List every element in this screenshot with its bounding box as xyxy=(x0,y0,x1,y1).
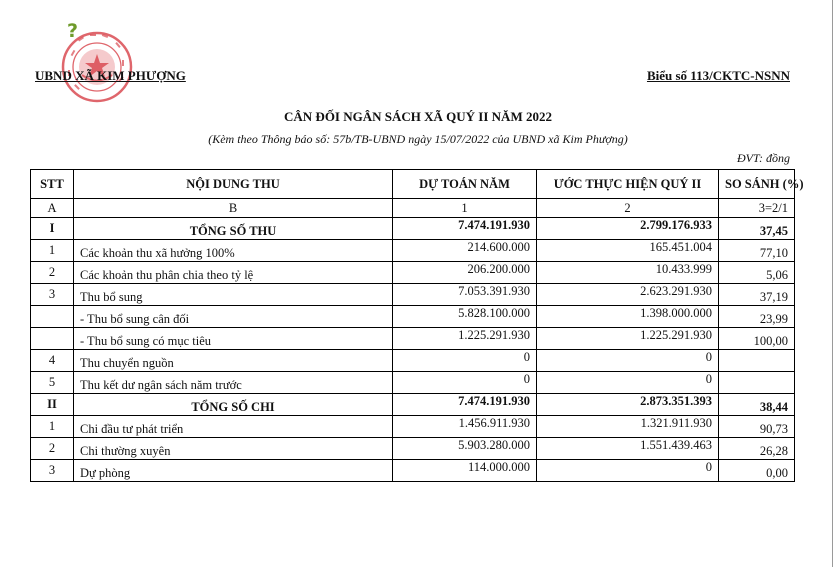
row-stt-cell: I xyxy=(31,218,74,240)
row-estimate-cell: 214.600.000 xyxy=(393,240,537,262)
unit-label: ĐVT: đồng xyxy=(736,151,790,165)
table-row xyxy=(31,328,795,350)
budget-table xyxy=(30,169,804,482)
code-cell: 1 xyxy=(393,199,537,218)
row-estimate-cell: 206.200.000 xyxy=(393,262,537,284)
row-stt-cell: 1 xyxy=(31,416,74,438)
row-actual-cell: 0 xyxy=(537,372,719,394)
row-ratio-cell: 38,44 xyxy=(719,394,795,416)
column-header-stt: STT xyxy=(31,170,74,199)
table-row xyxy=(31,284,795,306)
row-content-cell: Thu bổ sung xyxy=(74,284,393,306)
row-estimate-cell: 0 xyxy=(393,350,537,372)
column-header-estimate: DỰ TOÁN NĂM xyxy=(393,170,537,199)
row-actual-cell: 1.225.291.930 xyxy=(537,328,719,350)
row-content-cell: Các khoản thu phân chia theo tỷ lệ xyxy=(74,262,393,284)
official-seal-icon xyxy=(60,30,134,104)
row-stt-cell: II xyxy=(31,394,74,416)
row-stt-cell: 5 xyxy=(31,372,74,394)
row-stt-cell: 3 xyxy=(31,460,74,482)
code-cell: 3=2/1 xyxy=(719,199,795,218)
row-ratio-cell: 77,10 xyxy=(719,240,795,262)
row-ratio-cell: 90,73 xyxy=(719,416,795,438)
code-cell: 2 xyxy=(537,199,719,218)
row-estimate-cell: 7.474.191.930 xyxy=(393,218,537,240)
column-header-actual: ƯỚC THỰC HIỆN QUÝ II xyxy=(537,170,719,199)
row-content-cell: Chi đầu tư phát triển xyxy=(74,416,393,438)
row-content-cell: Các khoản thu xã hưởng 100% xyxy=(74,240,393,262)
row-content-cell: TỔNG SỐ THU xyxy=(74,218,393,240)
table-row xyxy=(31,394,795,416)
row-stt-cell: 2 xyxy=(31,262,74,284)
row-content-cell: Thu kết dư ngân sách năm trước xyxy=(74,372,393,394)
table-row xyxy=(31,350,795,372)
column-header-ratio: SO SÁNH (%) xyxy=(719,170,795,199)
row-actual-cell: 1.398.000.000 xyxy=(537,306,719,328)
row-stt-cell: 4 xyxy=(31,350,74,372)
row-stt-cell xyxy=(31,328,74,350)
row-actual-cell: 0 xyxy=(537,350,719,372)
row-content-cell: Chi thường xuyên xyxy=(74,438,393,460)
row-ratio-cell: 23,99 xyxy=(719,306,795,328)
table-row xyxy=(31,416,795,438)
row-estimate-cell: 1.456.911.930 xyxy=(393,416,537,438)
row-actual-cell: 1.551.439.463 xyxy=(537,438,719,460)
table-row xyxy=(31,218,795,240)
row-ratio-cell xyxy=(719,372,795,394)
row-stt-cell: 3 xyxy=(31,284,74,306)
row-actual-cell: 2.873.351.393 xyxy=(537,394,719,416)
row-ratio-cell: 37,45 xyxy=(719,218,795,240)
row-content-cell: Dự phòng xyxy=(74,460,393,482)
page-subtitle: (Kèm theo Thông báo số: 57b/TB-UBND ngày 15/07/2022 của UBND xã Kim Phượng) xyxy=(208,132,628,146)
row-estimate-cell: 7.474.191.930 xyxy=(393,394,537,416)
row-estimate-cell: 0 xyxy=(393,372,537,394)
table-row xyxy=(31,240,795,262)
row-estimate-cell: 5.828.100.000 xyxy=(393,306,537,328)
table-row xyxy=(31,306,795,328)
row-ratio-cell: 26,28 xyxy=(719,438,795,460)
page-edge-line xyxy=(832,0,833,567)
row-actual-cell: 0 xyxy=(537,460,719,482)
organization-name: UBND XÃ KIM PHƯỢNG xyxy=(35,68,186,83)
row-ratio-cell: 0,00 xyxy=(719,460,795,482)
table-header-row xyxy=(31,170,795,199)
code-cell: B xyxy=(74,199,393,218)
row-actual-cell: 10.433.999 xyxy=(537,262,719,284)
row-content-cell: Thu chuyển nguồn xyxy=(74,350,393,372)
row-estimate-cell: 7.053.391.930 xyxy=(393,284,537,306)
row-stt-cell: 2 xyxy=(31,438,74,460)
row-ratio-cell: 100,00 xyxy=(719,328,795,350)
column-header-content: NỘI DUNG THU xyxy=(74,170,393,199)
table-row xyxy=(31,372,795,394)
row-actual-cell: 1.321.911.930 xyxy=(537,416,719,438)
row-stt-cell: 1 xyxy=(31,240,74,262)
help-icon[interactable]: ? xyxy=(67,20,79,42)
row-estimate-cell: 5.903.280.000 xyxy=(393,438,537,460)
row-ratio-cell: 5,06 xyxy=(719,262,795,284)
row-content-cell: - Thu bổ sung cân đối xyxy=(74,306,393,328)
row-estimate-cell: 1.225.291.930 xyxy=(393,328,537,350)
row-ratio-cell xyxy=(719,350,795,372)
page-title: CÂN ĐỐI NGÂN SÁCH XÃ QUÝ II NĂM 2022 xyxy=(284,109,552,124)
table-row xyxy=(31,460,795,482)
row-ratio-cell: 37,19 xyxy=(719,284,795,306)
row-actual-cell: 2.799.176.933 xyxy=(537,218,719,240)
table-row xyxy=(31,262,795,284)
table-row xyxy=(31,438,795,460)
row-actual-cell: 2.623.291.930 xyxy=(537,284,719,306)
row-content-cell: TỔNG SỐ CHI xyxy=(74,394,393,416)
row-stt-cell xyxy=(31,306,74,328)
row-estimate-cell: 114.000.000 xyxy=(393,460,537,482)
form-number: Biểu số 113/CKTC-NSNN xyxy=(646,68,790,83)
row-content-cell: - Thu bổ sung có mục tiêu xyxy=(74,328,393,350)
table-code-row xyxy=(31,199,795,218)
code-cell: A xyxy=(31,199,74,218)
row-actual-cell: 165.451.004 xyxy=(537,240,719,262)
